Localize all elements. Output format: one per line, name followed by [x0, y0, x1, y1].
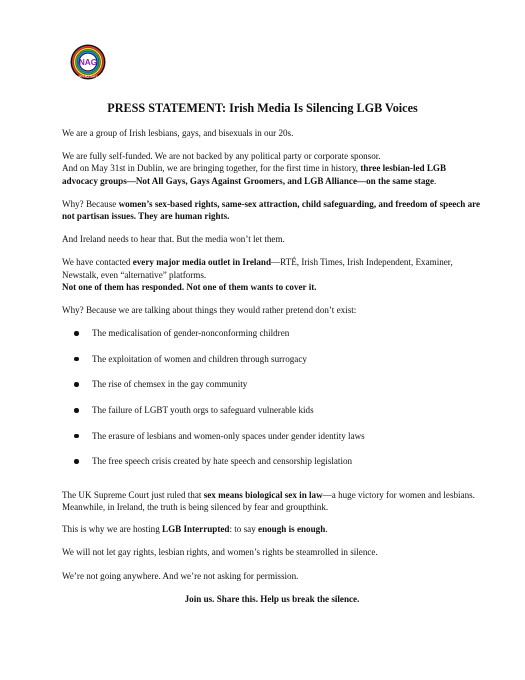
- closing-call: Join us. Share this. Help us break the silence.: [184, 593, 360, 604]
- media-outlets-bold: every major media outlet in Ireland: [132, 257, 272, 268]
- media-prefix: We have contacted: [62, 257, 133, 268]
- nag-logo: [70, 44, 106, 80]
- list-item: The failure of LGBT youth orgs to safeguard vulnerable kids: [62, 404, 482, 430]
- event-groups-bold: three lesbian-led LGB advocacy groups—Not All Gays, Gays Against Groomers, and LGB Alliance—on the same stage: [62, 163, 447, 186]
- funding-paragraph: [62, 150, 482, 187]
- list-item: The free speech crisis created by hate speech and censorship legislation: [62, 455, 482, 481]
- intro-paragraph: We are a group of Irish lesbians, gays, and bisexuals in our 20s.: [62, 128, 294, 138]
- why-paragraph: [62, 198, 482, 222]
- press-statement-title: PRESS STATEMENT: Irish Media Is Silencing LGB Voices: [107, 101, 418, 115]
- no-response-bold: Not one of them has responded. Not one of them wants to cover it.: [62, 281, 317, 292]
- event-text: And on May 31st in Dublin, we are bringing together, for the first time in history,: [62, 163, 361, 174]
- biological-sex-bold: sex means biological sex in law: [203, 489, 323, 500]
- topics-list: [62, 327, 482, 481]
- why-prefix: Why? Because: [62, 198, 119, 209]
- bullet-icon: [74, 408, 79, 413]
- media-list: —RTÉ, Irish Times, Irish Independent, Examiner, Newstalk, even “alternative” platforms.: [62, 257, 453, 280]
- media-paragraph: [62, 256, 482, 293]
- event-name-bold: LGB Interrupted: [162, 524, 230, 535]
- rights-paragraph: We will not let gay rights, lesbian rights, and women’s rights be steamrolled in silence.: [62, 547, 378, 558]
- funding-line: We are fully self-funded. We are not backed by any political party or corporate sponsor.: [62, 151, 381, 162]
- bullet-icon: [74, 434, 79, 439]
- bullet-icon: [74, 382, 79, 387]
- bullet-icon: [74, 459, 79, 464]
- event-end: .: [434, 175, 437, 186]
- statement-body: [62, 124, 482, 605]
- supreme-court-paragraph: The UK Supreme Court just ruled that sex means biological sex in law—a huge victory for women and lesbians. Meanwhile, in Ireland, the truth is being silenced by fear and groupthink.: [62, 489, 475, 512]
- topics-intro: Why? Because we are talking about things they would rather pretend don’t exist:: [62, 305, 357, 316]
- list-item: The exploitation of women and children through surrogacy: [62, 353, 482, 379]
- human-rights-bold: women’s sex-based rights, same-sex attraction, child safeguarding, and freedom of speech are not partisan issues. They are human rights.: [62, 198, 481, 222]
- enough-bold: enough is enough: [258, 524, 326, 535]
- list-item: The medicalisation of gender-nonconforming children: [62, 327, 482, 353]
- logo-ring-text: NOT ALL GAYS: [78, 75, 98, 79]
- ireland-paragraph: And Ireland needs to hear that. But the media won’t let them.: [62, 234, 285, 245]
- bullet-icon: [74, 357, 79, 362]
- logo-text: NAG: [78, 58, 98, 68]
- permission-paragraph: We’re not going anywhere. And we’re not asking for permission.: [62, 570, 299, 581]
- list-item: The rise of chemsex in the gay community: [62, 378, 482, 404]
- list-item: The erasure of lesbians and women-only spaces under gender identity laws: [62, 430, 482, 456]
- hosting-paragraph: This is why we are hosting LGB Interrupted: to say enough is enough.: [62, 524, 328, 535]
- bullet-icon: [74, 331, 79, 336]
